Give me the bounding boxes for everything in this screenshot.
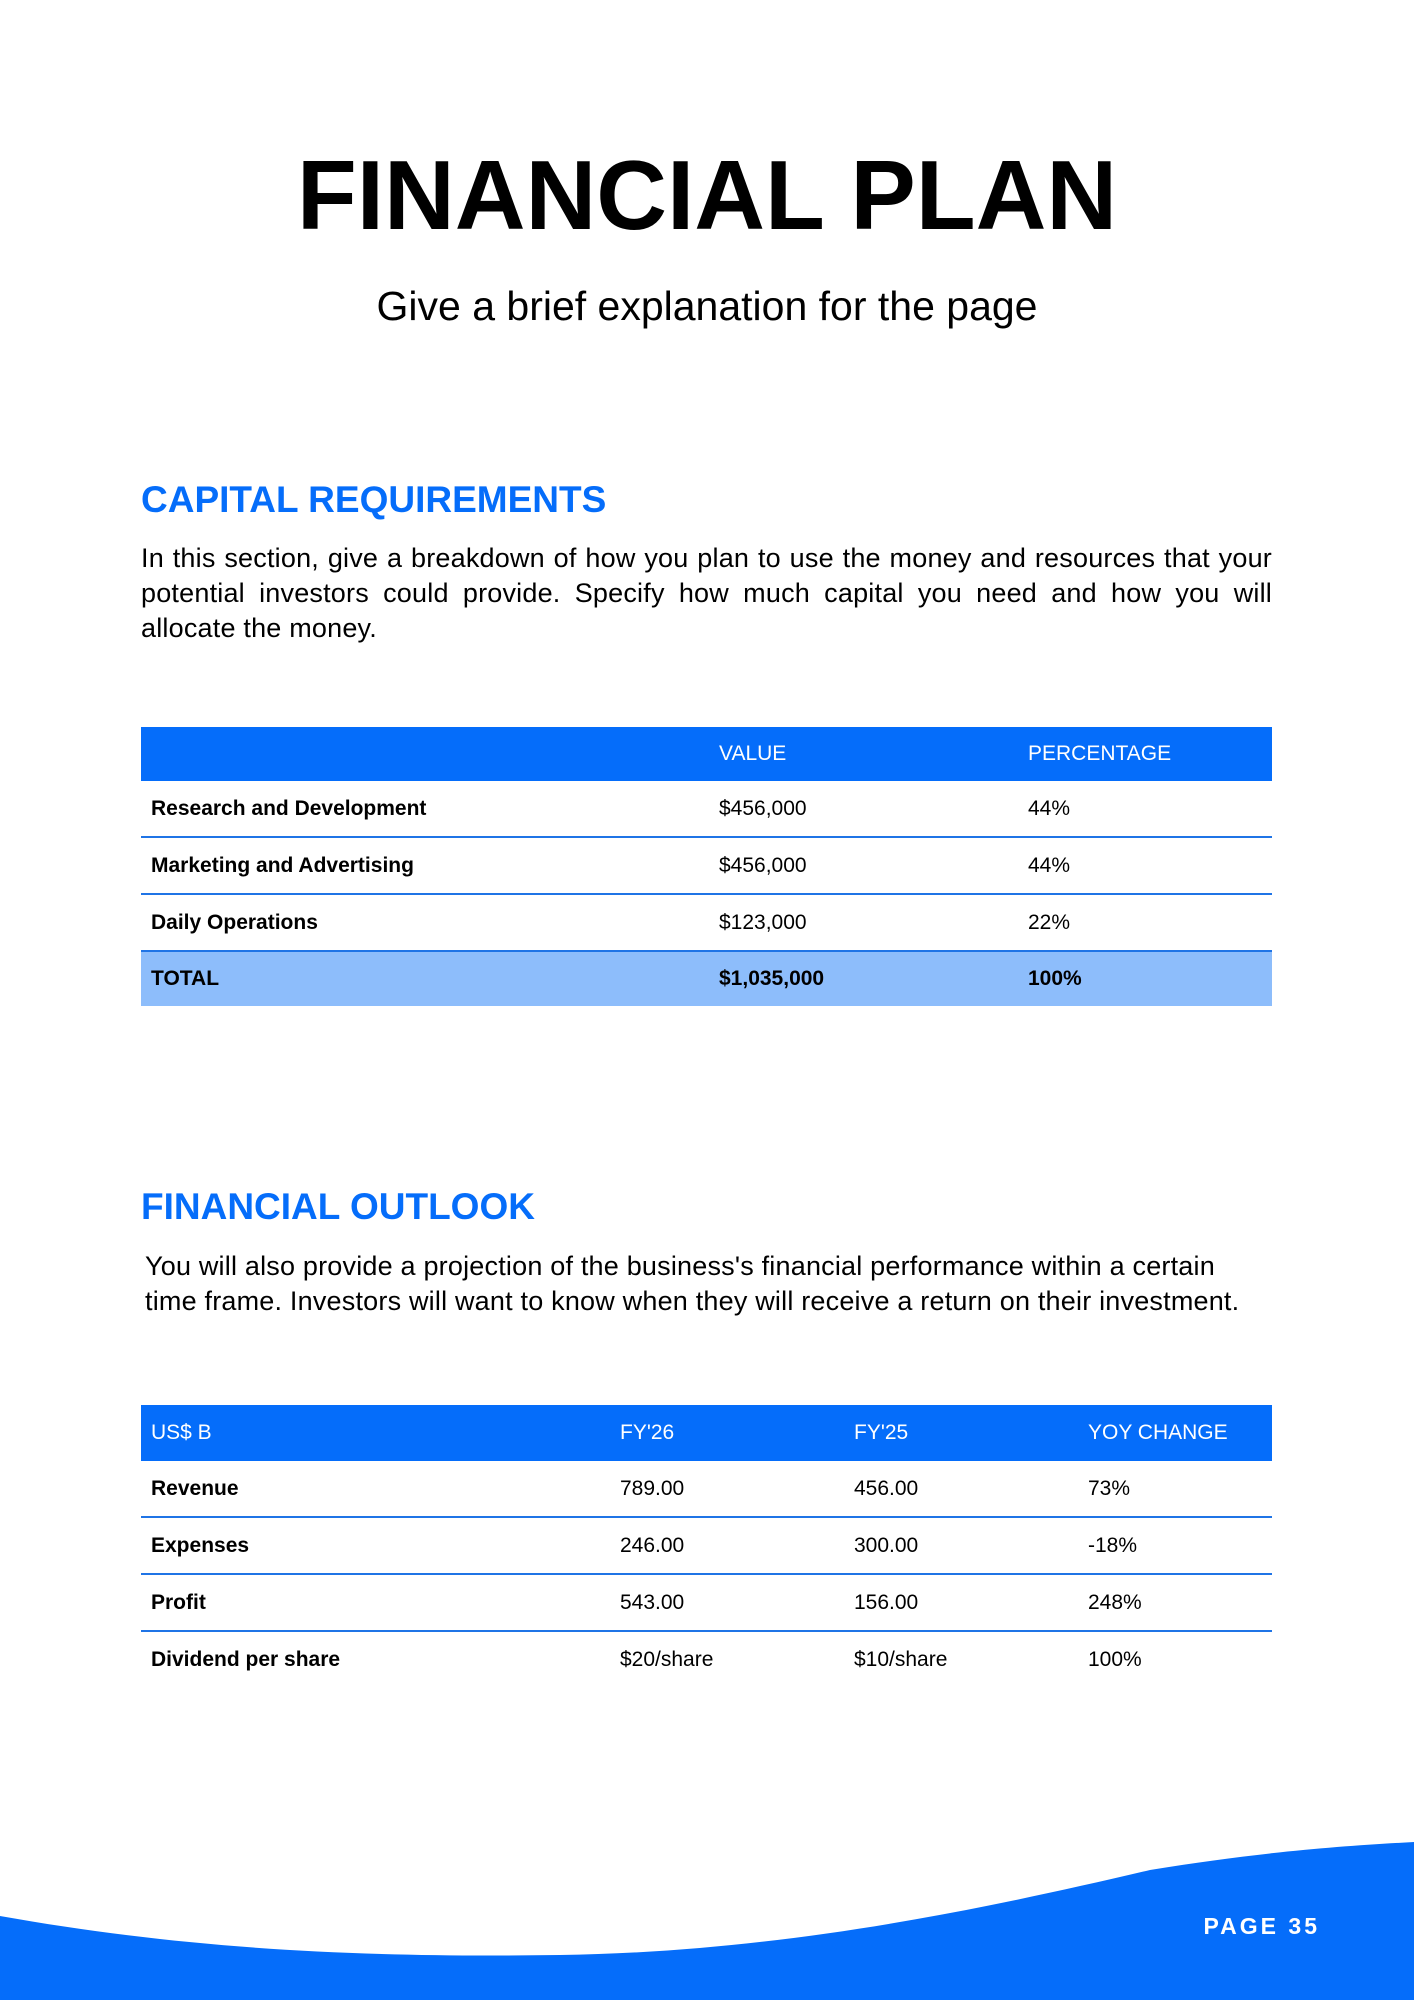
row-fy26: $20/share	[620, 1647, 714, 1671]
row-yoy: -18%	[1078, 1517, 1272, 1574]
row-yoy: 73%	[1078, 1461, 1272, 1517]
financial-outlook-text: You will also provide a projection of the business's financial performance within a certain time frame. Investors will want to know when they will receive a return on their investment.	[145, 1251, 1240, 1316]
row-label: Revenue	[141, 1461, 610, 1517]
row-fy25: 300.00	[844, 1517, 1078, 1574]
column-header-fy25: FY'25	[844, 1405, 1078, 1461]
table-row	[141, 1574, 1272, 1631]
row-value: $456,000	[709, 837, 1018, 894]
row-value: $123,000	[709, 894, 1018, 951]
table-row	[141, 1631, 1272, 1687]
row-label: Profit	[141, 1574, 610, 1631]
financial-outlook-table	[141, 1405, 1272, 1687]
row-label: Marketing and Advertising	[141, 837, 709, 894]
total-row	[141, 951, 1272, 1006]
page-number: PAGE 35	[1203, 1913, 1320, 1939]
table-row	[141, 781, 1272, 837]
row-fy26: 246.00	[610, 1517, 844, 1574]
row-value: $456,000	[709, 781, 1018, 837]
table-header-row	[141, 727, 1272, 781]
row-fy26: 789.00	[610, 1461, 844, 1517]
table-header-row	[141, 1405, 1272, 1461]
row-percentage: 44%	[1018, 781, 1272, 837]
row-percentage: 44%	[1018, 837, 1272, 894]
capital-requirements-table	[141, 727, 1272, 1006]
row-fy25: 156.00	[844, 1574, 1078, 1631]
total-label: TOTAL	[141, 951, 709, 1006]
row-fy25: $10/share	[854, 1647, 948, 1671]
row-percentage: 22%	[1018, 894, 1272, 951]
table-row	[141, 1517, 1272, 1574]
page-subtitle: Give a brief explanation for the page	[376, 283, 1038, 329]
capital-requirements-text: In this section, give a breakdown of how you plan to use the money and resources that your potential investors could provide. Specify how much capital you need and how you will allocate the money.	[141, 543, 1272, 643]
row-label: Daily Operations	[141, 894, 709, 951]
row-label: Research and Development	[141, 781, 709, 837]
table-row	[141, 837, 1272, 894]
column-header-fy26: FY'26	[610, 1405, 844, 1461]
column-header-unit: US$ B	[141, 1405, 610, 1461]
table-row	[141, 1461, 1272, 1517]
total-value: $1,035,000	[709, 951, 1018, 1006]
financial-outlook-heading: FINANCIAL OUTLOOK	[141, 1186, 535, 1227]
column-header-value: VALUE	[709, 727, 1018, 781]
column-header	[141, 727, 709, 781]
row-label: Dividend per share	[151, 1647, 341, 1671]
table-row	[141, 894, 1272, 951]
row-yoy: 100%	[1088, 1647, 1142, 1671]
column-header-percentage: PERCENTAGE	[1018, 727, 1272, 781]
column-header-yoy: YOY CHANGE	[1078, 1405, 1272, 1461]
row-fy25: 456.00	[844, 1461, 1078, 1517]
capital-requirements-heading: CAPITAL REQUIREMENTS	[141, 479, 607, 520]
row-yoy: 248%	[1078, 1574, 1272, 1631]
row-label: Expenses	[141, 1517, 610, 1574]
page-title: FINANCIAL PLAN	[296, 140, 1118, 250]
row-fy26: 543.00	[610, 1574, 844, 1631]
total-percentage: 100%	[1018, 951, 1272, 1006]
